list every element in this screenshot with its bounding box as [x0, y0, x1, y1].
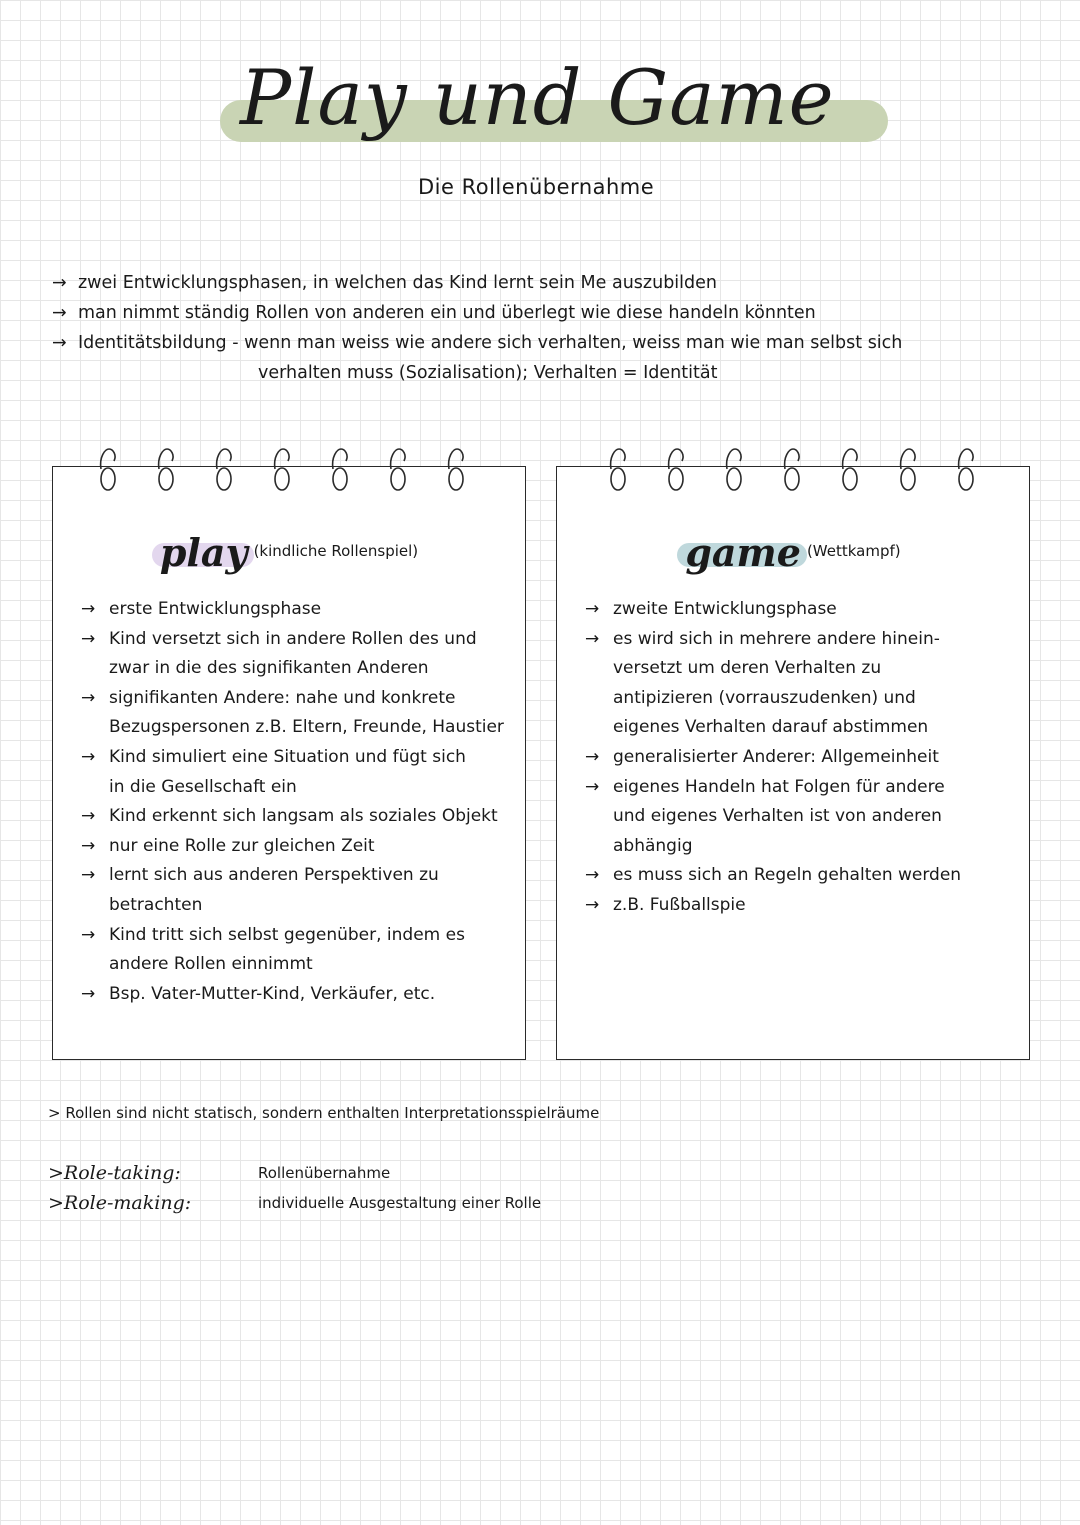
arrow-icon: →	[81, 865, 96, 886]
list-item-continuation: zwar in die des signifikanten Anderen	[109, 658, 429, 679]
list-item-continuation: in die Gesellschaft ein	[109, 776, 297, 797]
arrow-icon: →	[81, 599, 96, 619]
intro-item-continuation: verhalten muss (Sozialisation); Verhalten = Identität	[258, 363, 718, 383]
arrow-icon: →	[52, 303, 67, 323]
arrow-icon: →	[585, 599, 600, 619]
list-item-continuation: eigenes Verhalten darauf abstimmen	[613, 717, 929, 738]
spiral-ring-icon	[897, 447, 919, 497]
spiral-ring-icon	[723, 447, 745, 497]
list-item-continuation: abhängig	[613, 835, 693, 856]
game-list	[585, 595, 1017, 921]
intro-item: → zwei Entwicklungsphasen, in welchen das Kind lernt sein Me auszubilden	[52, 268, 1032, 298]
arrow-icon: →	[52, 333, 67, 353]
list-item-continuation: betrachten	[109, 894, 203, 915]
spiral-ring-icon	[955, 447, 977, 497]
spiral-ring-icon	[445, 447, 467, 497]
definition-row	[48, 1188, 648, 1218]
list-item-continuation: andere Rollen einnimmt	[109, 954, 313, 975]
arrow-icon: →	[81, 687, 96, 708]
arrow-icon: →	[585, 628, 600, 649]
definition-text: Rollenübernahme	[258, 1164, 391, 1182]
list-item: → Kind versetzt sich in andere Rollen des und	[81, 625, 513, 655]
spiral-ring-icon	[839, 447, 861, 497]
list-item: → Kind erkennt sich langsam als soziales Objekt	[81, 802, 513, 832]
list-item: → generalisierter Anderer: Allgemeinheit	[585, 743, 1017, 773]
intro-item: → man nimmt ständig Rollen von anderen ein und überlegt wie diese handeln könnten	[52, 298, 1032, 328]
definition-term: >Role-taking:	[48, 1162, 181, 1184]
spiral-ring-icon	[97, 447, 119, 497]
arrow-icon: →	[81, 983, 96, 1004]
definition-text: individuelle Ausgestaltung einer Rolle	[258, 1194, 542, 1212]
page-subtitle: Die Rollenübernahme	[418, 175, 655, 199]
spiral-ring-icon	[213, 447, 235, 497]
definitions	[48, 1158, 648, 1218]
roles-note: > Rollen sind nicht statisch, sondern enthalten Interpretationsspielräume	[48, 1104, 600, 1122]
arrow-icon: →	[585, 894, 600, 915]
list-item: → es wird sich in mehrere andere hinein-	[585, 625, 1017, 655]
arrow-icon: →	[81, 628, 96, 649]
spiral-rings	[607, 447, 1007, 499]
spiral-ring-icon	[329, 447, 351, 497]
play-list	[81, 595, 513, 1009]
list-item: → eigenes Handeln hat Folgen für andere	[585, 773, 1017, 803]
list-item: → nur eine Rolle zur gleichen Zeit	[81, 832, 513, 862]
arrow-icon: →	[81, 924, 96, 945]
spiral-ring-icon	[781, 447, 803, 497]
list-item-continuation: und eigenes Verhalten ist von anderen	[613, 806, 942, 827]
game-card	[556, 466, 1030, 1060]
arrow-icon: →	[81, 806, 96, 827]
intro-list	[52, 268, 1032, 388]
spiral-ring-icon	[665, 447, 687, 497]
list-item: → signifikanten Andere: nahe und konkrete	[81, 684, 513, 714]
play-heading: play (kindliche Rollenspiel)	[53, 525, 525, 581]
list-item: → erste Entwicklungsphase	[81, 595, 513, 625]
play-subheading: (kindliche Rollenspiel)	[253, 542, 419, 560]
list-item-continuation: antipizieren (vorrauszudenken) und	[613, 687, 916, 708]
arrow-icon: →	[585, 746, 600, 767]
spiral-ring-icon	[607, 447, 629, 497]
game-subheading: (Wettkampf)	[806, 542, 901, 560]
arrow-icon: →	[81, 746, 96, 767]
list-item: → zweite Entwicklungsphase	[585, 595, 1017, 625]
list-item-continuation: Bezugspersonen z.B. Eltern, Freunde, Haustier	[109, 717, 504, 738]
list-item: → es muss sich an Regeln gehalten werden	[585, 861, 1017, 891]
arrow-icon: →	[585, 776, 600, 797]
arrow-icon: →	[585, 865, 600, 886]
list-item: → Bsp. Vater-Mutter-Kind, Verkäufer, etc.	[81, 980, 513, 1010]
intro-item: → Identitätsbildung - wenn man weiss wie andere sich verhalten, weiss man wie man selbst sich	[52, 328, 1032, 358]
list-item: → Kind tritt sich selbst gegenüber, indem es	[81, 921, 513, 951]
definition-term: >Role-making:	[48, 1192, 192, 1214]
spiral-ring-icon	[155, 447, 177, 497]
definition-row	[48, 1158, 648, 1188]
list-item: → Kind simuliert eine Situation und fügt sich	[81, 743, 513, 773]
list-item-continuation: versetzt um deren Verhalten zu	[613, 658, 882, 679]
spiral-ring-icon	[271, 447, 293, 497]
play-card	[52, 466, 526, 1060]
game-heading: game (Wettkampf)	[557, 525, 1029, 581]
list-item: → z.B. Fußballspie	[585, 891, 1017, 921]
arrow-icon: →	[52, 273, 67, 293]
page-title: Play und Game	[240, 53, 835, 142]
list-item: → lernt sich aus anderen Perspektiven zu	[81, 861, 513, 891]
arrow-icon: →	[81, 835, 96, 856]
spiral-rings	[97, 447, 497, 499]
spiral-ring-icon	[387, 447, 409, 497]
